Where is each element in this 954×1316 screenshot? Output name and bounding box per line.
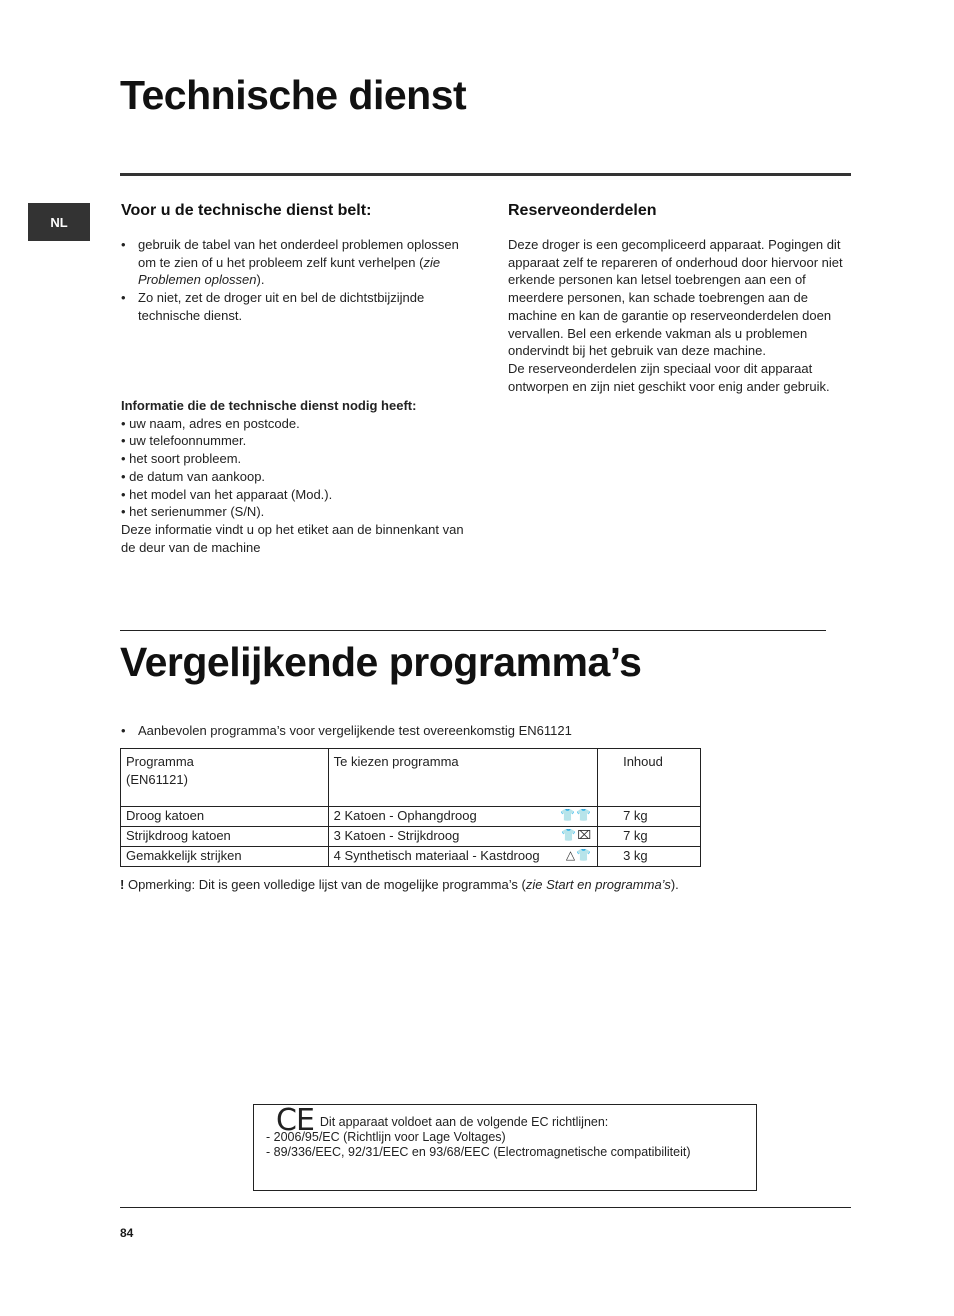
section-divider — [120, 630, 826, 631]
ce-line-1: CE Dit apparaat voldoet aan de volgende EC richtlijnen: — [276, 1103, 609, 1138]
compare-intro — [121, 722, 721, 740]
reference-link: zie Problemen oplossen — [138, 254, 441, 288]
table-cell: 3 kg — [598, 847, 701, 867]
list-item: • het serienummer (S/N). — [121, 504, 265, 520]
before-call-heading: Voor u de technische dienst belt: — [121, 202, 372, 219]
parts-paragraph-2: De reserveonderdelen zijn speciaal voor dit apparaat ontworpen en zijn niet geschikt voor enig ander gebruik. — [508, 360, 830, 394]
table-header-row — [121, 749, 701, 807]
warning-icon: ! — [120, 877, 125, 892]
list-item: • Aanbevolen programma’s voor vergelijkende test overeenkomstig EN61121 — [121, 722, 721, 740]
table-row — [121, 827, 701, 847]
program-note: ! Opmerking: Dit is geen volledige lijst van de mogelijke programma’s (zie Start en programma’s). — [120, 877, 679, 892]
table-header-cell: Te kiezen programma — [328, 749, 597, 807]
footer-divider — [120, 1207, 851, 1208]
list-item: • uw naam, adres en postcode. — [121, 415, 300, 431]
ce-line-2: - 2006/95/EC (Richtlijn voor Lage Voltages) — [266, 1130, 506, 1144]
table-cell: 7 kg — [598, 827, 701, 847]
parts-heading: Reserveonderdelen — [508, 202, 657, 219]
ce-compliance-box — [253, 1104, 757, 1191]
reference-link: zie Start en programma’s — [525, 877, 671, 892]
table-cell: △👕 4 Synthetisch materiaal - Kastdroog — [328, 847, 597, 867]
language-tab: NL — [28, 203, 90, 241]
table-cell: Strijkdroog katoen — [121, 827, 329, 847]
list-item: • de datum van aankoop. — [121, 468, 266, 484]
care-symbol-icon: 👕⌧ — [561, 828, 593, 842]
care-symbol-icon: 👕👕 — [560, 808, 593, 822]
ce-line-3: - 89/336/EEC, 92/31/EEC en 93/68/EEC (Electromagnetische compatibiliteit) — [266, 1145, 691, 1159]
table-row — [121, 807, 701, 827]
table-row — [121, 847, 701, 867]
service-info-footer: Deze informatie vindt u op het etiket aan de binnenkant van de deur van de machine — [121, 521, 464, 555]
before-call-list — [121, 236, 466, 325]
table-cell: 7 kg — [598, 807, 701, 827]
table-cell: Droog katoen — [121, 807, 329, 827]
page-number: 84 — [120, 1226, 134, 1240]
care-symbol-icon: △👕 — [565, 848, 593, 862]
table-cell: 👕👕 2 Katoen - Ophangdroog — [328, 807, 597, 827]
page-title-technische-dienst: Technische dienst — [120, 72, 467, 118]
service-info-section — [121, 397, 466, 556]
page-title-vergelijkende-programmas: Vergelijkende programma’s — [120, 639, 642, 685]
list-item: • gebruik de tabel van het onderdeel problemen oplossen om te zien of u het probleem zelf kunt verhelpen (zie Problemen oplossen). — [121, 236, 466, 289]
list-item: • het model van het apparaat (Mod.). — [121, 486, 333, 502]
list-item: • het soort probleem. — [121, 451, 242, 467]
before-call-section — [121, 202, 466, 325]
parts-section — [508, 202, 853, 395]
parts-paragraph: Deze droger is een gecompliceerd apparaat. Pogingen dit apparaat zelf te repareren of onderhoud door hiervoor niet erkende personen kan letsel toebrengen aan een of meerdere personen, kan schade toebrengen aan de machine en kan de garantie op reserveonderdelen doen vervallen. Bel een erkende vakman als u problemen ondervindt bij het gebruik van deze machine. — [508, 237, 843, 359]
ce-mark-icon: CE — [276, 1103, 314, 1138]
list-item: • Zo niet, zet de droger uit en bel de dichtstbijzijnde technische dienst. — [121, 289, 466, 324]
program-table — [120, 748, 701, 867]
table-cell: Gemakkelijk strijken — [121, 847, 329, 867]
table-cell: 👕⌧ 3 Katoen - Strijkdroog — [328, 827, 597, 847]
list-item: • uw telefoonnummer. — [121, 433, 247, 449]
table-header-cell: Programma (EN61121) — [121, 749, 329, 807]
table-header-cell: Inhoud — [598, 749, 701, 807]
service-info-heading: Informatie die de technische dienst nodig heeft: — [121, 398, 417, 413]
title-divider — [120, 173, 851, 176]
